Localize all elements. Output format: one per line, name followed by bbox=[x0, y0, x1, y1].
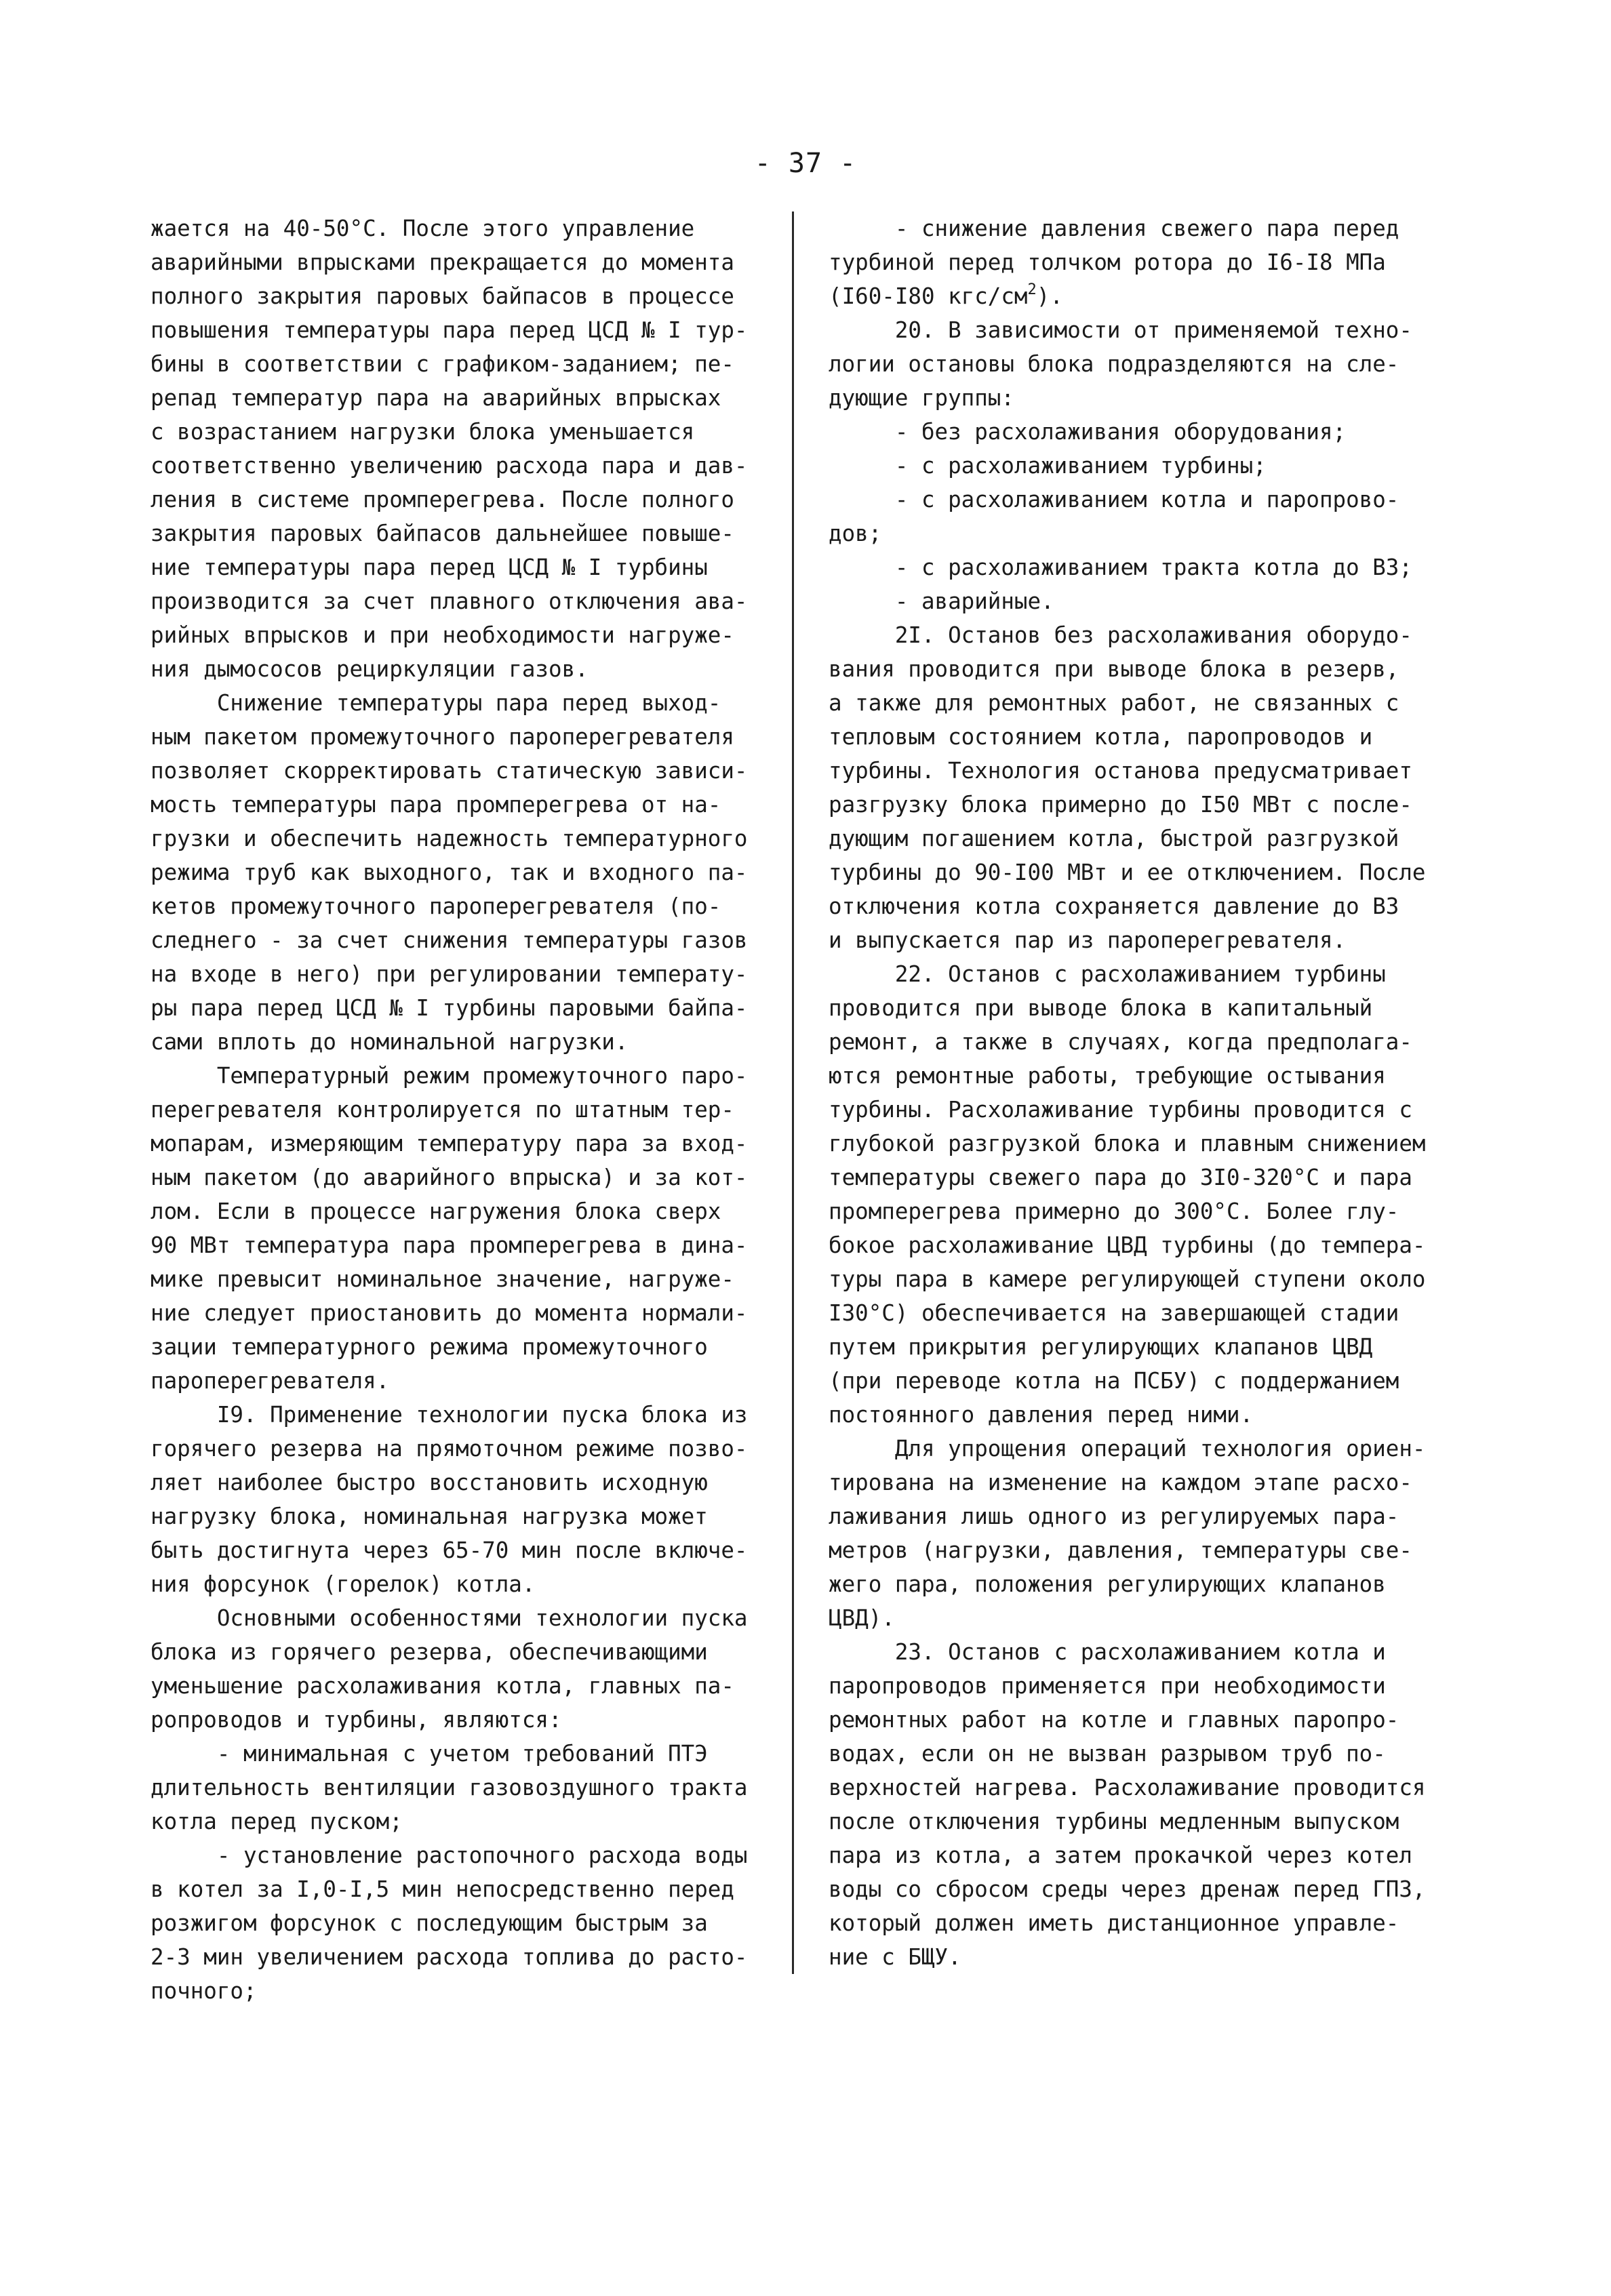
text-line: репад температур пара на аварийных впрысках bbox=[151, 385, 721, 411]
text-line: котла перед пуском; bbox=[151, 1809, 403, 1834]
text-line: мопарам, измеряющим температуру пара за вход- bbox=[151, 1131, 748, 1156]
text-line: промперегрева примерно до 300°С. Более глу- bbox=[829, 1199, 1399, 1224]
text-line: бокое расхолаживание ЦВД турбины (до темпера- bbox=[829, 1232, 1426, 1258]
text-line: постоянного давления перед ними. bbox=[829, 1402, 1254, 1428]
text-line: проводится при выводе блока в капитальный bbox=[829, 995, 1373, 1021]
text-fragment: (I60-I80 кгс/см bbox=[829, 283, 1028, 309]
text-line: а также для ремонтных работ, не связанных с bbox=[829, 690, 1399, 716]
text-line: ются ремонтные работы, требующие остывания bbox=[829, 1063, 1386, 1089]
text-line: и выпускается пар из пароперегревателя. bbox=[829, 927, 1347, 953]
text-line: туры пара в камере регулирующей ступени около bbox=[829, 1266, 1426, 1292]
text-line: - с расхолаживанием турбины; bbox=[829, 453, 1267, 479]
text-line: - с расхолаживанием тракта котла до ВЗ; bbox=[829, 555, 1412, 580]
text-line: мость температуры пара промперегрева от на- bbox=[151, 792, 721, 818]
left-column bbox=[151, 212, 747, 2008]
text-line: сами вплоть до номинальной нагрузки. bbox=[151, 1029, 629, 1055]
text-line: мике превысит номинальное значение, нагруже- bbox=[151, 1266, 734, 1292]
text-line: режима труб как выходного, так и входного па- bbox=[151, 860, 748, 885]
text-line: который должен иметь дистанционное управле- bbox=[829, 1910, 1399, 1936]
text-line: в котел за I,0-I,5 мин непосредственно перед bbox=[151, 1876, 734, 1902]
superscript: 2 bbox=[1027, 281, 1037, 298]
text-line: соответственно увеличению расхода пара и дав- bbox=[151, 453, 748, 479]
text-line: дующим погашением котла, быстрой разгрузкой bbox=[829, 826, 1399, 851]
text-line: ние с БЩУ. bbox=[829, 1944, 961, 1970]
text-line: воды со сбросом среды через дренаж перед ГПЗ, bbox=[829, 1876, 1426, 1902]
text-line: горячего резерва на прямоточном режиме позво- bbox=[151, 1436, 748, 1462]
text-line: турбины до 90-I00 МВт и ее отключением. После bbox=[829, 860, 1426, 885]
text-line: уменьшение расхолаживания котла, главных па- bbox=[151, 1673, 734, 1699]
text-line: перегревателя контролируется по штатным тер- bbox=[151, 1097, 734, 1123]
text-line: тирована на изменение на каждом этапе расхо- bbox=[829, 1470, 1412, 1495]
text-line: розжигом форсунок с последующим быстрым за bbox=[151, 1910, 708, 1936]
text-line: закрытия паровых байпасов дальнейшее повыше- bbox=[151, 521, 734, 546]
text-line: I30°С) обеспечивается на завершающей стадии bbox=[829, 1300, 1399, 1326]
column-divider bbox=[792, 212, 794, 1974]
text-line: почного; bbox=[151, 1978, 257, 2004]
text-line: кетов промежуточного пароперегревателя (по- bbox=[151, 893, 721, 919]
text-line: вания проводится при выводе блока в резерв, bbox=[829, 656, 1399, 682]
text-line: ЦВД). bbox=[829, 1605, 895, 1631]
text-line: ние следует приостановить до момента нормали- bbox=[151, 1300, 748, 1326]
text-line: верхностей нагрева. Расхолаживание проводится bbox=[829, 1775, 1426, 1800]
text-line: производится за счет плавного отключения ава- bbox=[151, 588, 748, 614]
text-line: - с расхолаживанием котла и паропрово- bbox=[829, 487, 1399, 512]
text-line: дов; bbox=[829, 521, 882, 546]
text-line: ропроводов и турбины, являются: bbox=[151, 1707, 562, 1733]
text-line: глубокой разгрузкой блока и плавным снижением bbox=[829, 1131, 1426, 1156]
text-line: ры пара перед ЦСД № I турбины паровыми байпа- bbox=[151, 995, 748, 1021]
text-line: Снижение температуры пара перед выход- bbox=[151, 690, 721, 716]
text-line: дующие группы: bbox=[829, 385, 1014, 411]
text-line: жего пара, положения регулирующих клапанов bbox=[829, 1571, 1386, 1597]
text-line: рийных впрысков и при необходимости нагруже- bbox=[151, 622, 734, 648]
text-line: ным пакетом (до аварийного впрыска) и за кот- bbox=[151, 1165, 748, 1190]
text-line: позволяет скорректировать статическую зависи- bbox=[151, 758, 748, 784]
text-line: 2I. Останов без расхолаживания оборудо- bbox=[829, 622, 1412, 648]
text-line: 20. В зависимости от применяемой техно- bbox=[829, 317, 1412, 343]
text-line: на входе в него) при регулировании температу- bbox=[151, 961, 748, 987]
text-line: 2-3 мин увеличением расхода топлива до расто- bbox=[151, 1944, 748, 1970]
text-line: турбины. Расхолаживание турбины проводится с bbox=[829, 1097, 1412, 1123]
text-line: с возрастанием нагрузки блока уменьшается bbox=[151, 419, 695, 445]
text-line: отключения котла сохраняется давление до ВЗ bbox=[829, 893, 1399, 919]
text-line: блока из горячего резерва, обеспечивающими bbox=[151, 1639, 708, 1665]
text-line: лом. Если в процессе нагружения блока сверх bbox=[151, 1199, 721, 1224]
text-line: (при переводе котла на ПСБУ) с поддержанием bbox=[829, 1368, 1399, 1394]
text-line: ремонтных работ на котле и главных паропро- bbox=[829, 1707, 1399, 1733]
text-line: длительность вентиляции газовоздушного тракта bbox=[151, 1775, 748, 1800]
text-line: пароперегревателя. bbox=[151, 1368, 390, 1394]
text-line: 90 МВт температура пара промперегрева в дина- bbox=[151, 1232, 748, 1258]
text-line: ния дымососов рециркуляции газов. bbox=[151, 656, 589, 682]
text-line: разгрузку блока примерно до I50 МВт с после- bbox=[829, 792, 1412, 818]
text-line: - без расхолаживания оборудования; bbox=[829, 419, 1347, 445]
text-line: ляет наиболее быстро восстановить исходную bbox=[151, 1470, 708, 1495]
text-line: жается на 40-50°С. После этого управление bbox=[151, 216, 695, 241]
text-line: - минимальная с учетом требований ПТЭ bbox=[151, 1741, 708, 1767]
text-line: метров (нагрузки, давления, температуры све- bbox=[829, 1537, 1412, 1563]
text-line: логии остановы блока подразделяются на сле- bbox=[829, 351, 1399, 377]
text-line: повышения температуры пара перед ЦСД № I тур- bbox=[151, 317, 748, 343]
text-line: - снижение давления свежего пара перед bbox=[829, 216, 1399, 241]
text-line: - аварийные. bbox=[829, 588, 1054, 614]
text-line: лаживания лишь одного из регулируемых пара- bbox=[829, 1504, 1399, 1529]
text-line: 23. Останов с расхолаживанием котла и bbox=[829, 1639, 1386, 1665]
text-line: температуры свежего пара до 3I0-320°С и пара bbox=[829, 1165, 1412, 1190]
text-line: быть достигнута через 65-70 мин после включе- bbox=[151, 1537, 748, 1563]
text-line: тепловым состоянием котла, паропроводов и bbox=[829, 724, 1373, 750]
text-line: бины в соответствии с графиком-заданием; пе- bbox=[151, 351, 734, 377]
text-line: ние температуры пара перед ЦСД № I турбины bbox=[151, 555, 708, 580]
text-line-with-superscript bbox=[829, 279, 1459, 313]
right-column bbox=[829, 212, 1459, 1974]
text-line: полного закрытия паровых байпасов в процессе bbox=[151, 283, 734, 309]
text-line: ным пакетом промежуточного пароперегревателя bbox=[151, 724, 734, 750]
text-line: 22. Останов с расхолаживанием турбины bbox=[829, 961, 1386, 987]
text-line: следнего - за счет снижения температуры газов bbox=[151, 927, 748, 953]
text-line: Для упрощения операций технология ориен- bbox=[829, 1436, 1426, 1462]
text-line: после отключения турбины медленным выпуском bbox=[829, 1809, 1399, 1834]
text-line: ремонт, а также в случаях, когда предполага- bbox=[829, 1029, 1412, 1055]
text-line: ления в системе промперегрева. После полного bbox=[151, 487, 734, 512]
text-line: пара из котла, а затем прокачкой через котел bbox=[829, 1842, 1412, 1868]
text-line: Основными особенностями технологии пуска bbox=[151, 1605, 748, 1631]
text-line: турбины. Технология останова предусматривает bbox=[829, 758, 1412, 784]
text-line: зации температурного режима промежуточного bbox=[151, 1334, 708, 1360]
text-line: - установление растопочного расхода воды bbox=[151, 1842, 748, 1868]
text-line: I9. Применение технологии пуска блока из bbox=[151, 1402, 748, 1428]
text-line: аварийными впрысками прекращается до момента bbox=[151, 249, 734, 275]
text-line: водах, если он не вызван разрывом труб по- bbox=[829, 1741, 1386, 1767]
text-line: нагрузку блока, номинальная нагрузка может bbox=[151, 1504, 708, 1529]
text-line: путем прикрытия регулирующих клапанов ЦВД bbox=[829, 1334, 1373, 1360]
text-line: Температурный режим промежуточного паро- bbox=[151, 1063, 748, 1089]
text-line: турбиной перед толчком ротора до I6-I8 МПа bbox=[829, 249, 1386, 275]
text-line: паропроводов применяется при необходимости bbox=[829, 1673, 1386, 1699]
text-line: грузки и обеспечить надежность температурного bbox=[151, 826, 748, 851]
page-number: - 37 - bbox=[754, 148, 857, 179]
text-line: ния форсунок (горелок) котла. bbox=[151, 1571, 536, 1597]
text-fragment: ). bbox=[1036, 283, 1063, 309]
